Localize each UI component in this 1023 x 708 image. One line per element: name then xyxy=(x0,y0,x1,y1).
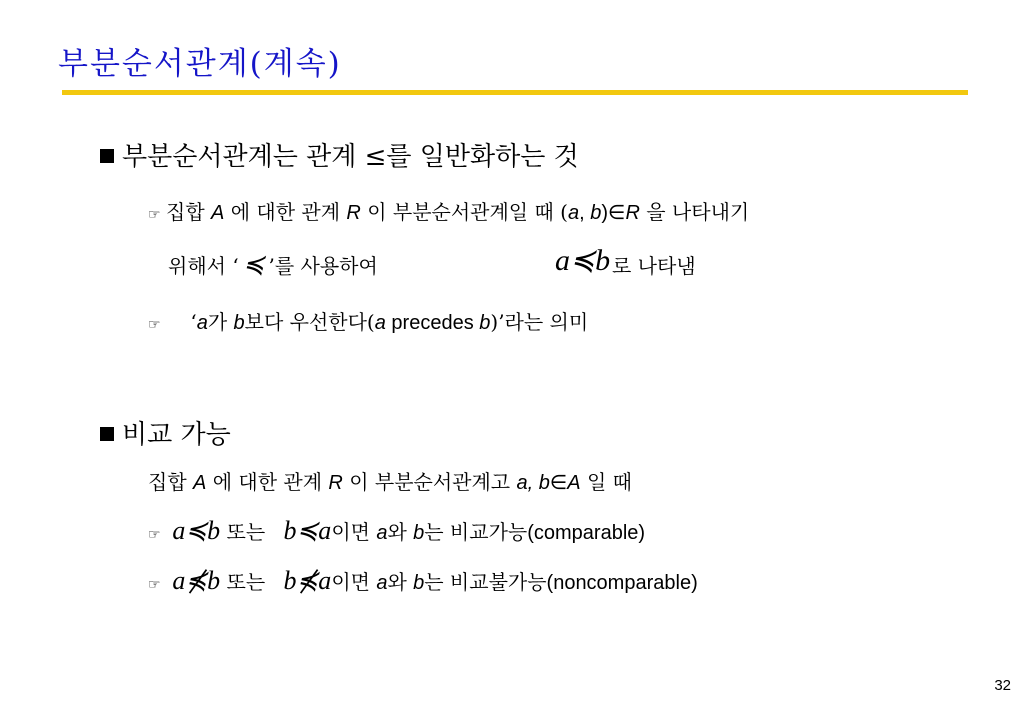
precedes-symbol: ≼ xyxy=(242,250,265,279)
bullet-meaning: ☞ ‘a가 b보다 우선한다(a precedes b)’라는 의미 xyxy=(148,310,589,334)
bullet-noncomparable: ☞ a⋠b 또는 b⋠a이면 a와 b는 비교불가능(noncomparable) xyxy=(148,566,698,595)
square-bullet-icon xyxy=(100,427,114,441)
pointing-hand-icon: ☞ xyxy=(148,577,161,593)
section-heading-comparable: 비교 가능 xyxy=(100,414,231,451)
text-represent: 로 나타냄 xyxy=(612,254,696,278)
pointing-hand-icon: ☞ xyxy=(148,527,161,543)
square-bullet-icon xyxy=(100,149,114,163)
comparable-premise: 집합 A 에 대한 관계 R 이 부분순서관계고 a, b∈A 일 때 xyxy=(148,470,632,494)
page-number: 32 xyxy=(994,677,1011,694)
bullet-definition-line2: 위해서 ‘ ≼ ’를 사용하여 xyxy=(168,250,378,279)
page-title: 부분순서관계(계속) xyxy=(58,46,342,82)
section-heading-partial-order: 부분순서관계는 관계 ≤를 일반화하는 것 xyxy=(100,136,579,173)
math-a-precedes-b: a≼b xyxy=(555,244,611,277)
pointing-hand-icon: ☞ xyxy=(148,207,161,223)
bullet-definition: ☞ 집합 A 에 대한 관계 R 이 부분순서관계일 때 (a, b)∈R 을 나타내기 xyxy=(148,200,750,224)
title-underline xyxy=(62,90,968,95)
bullet-comparable: ☞ a≼b 또는 b≼a이면 a와 b는 비교가능(comparable) xyxy=(148,516,646,545)
pointing-hand-icon: ☞ xyxy=(148,317,161,333)
